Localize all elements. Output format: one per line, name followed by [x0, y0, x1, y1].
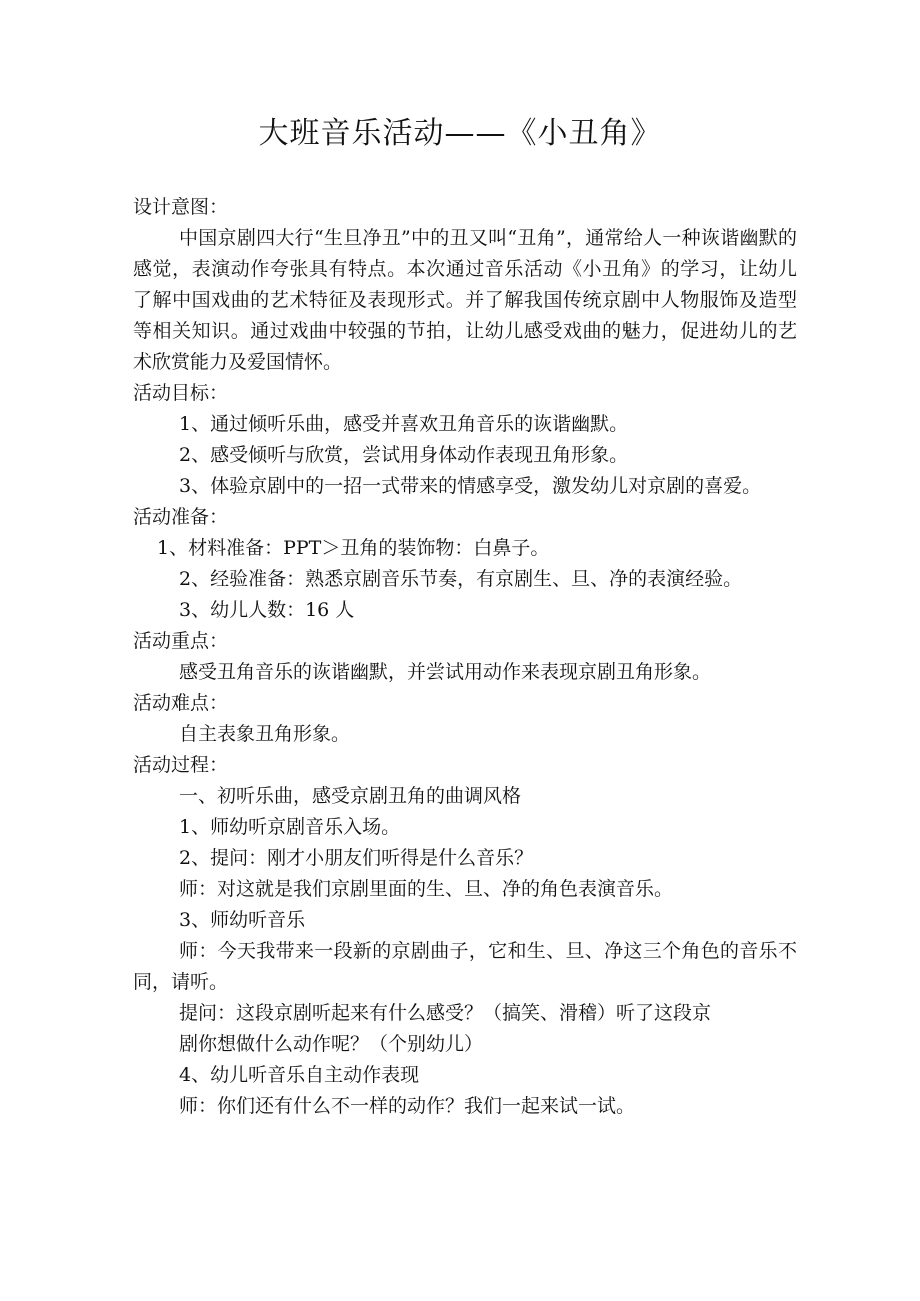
- document-body: [133, 192, 797, 1122]
- prep-item-2: 2、经验准备：熟悉京剧音乐节奏，有京剧生、旦、净的表演经验。: [179, 568, 743, 590]
- process-heading: 活动过程：: [133, 754, 229, 776]
- prep-heading: 活动准备：: [133, 506, 229, 528]
- goals-heading: 活动目标：: [133, 382, 229, 404]
- goal-item-1: 1、通过倾听乐曲，感受并喜欢丑角音乐的诙谐幽默。: [179, 413, 629, 435]
- prep-item-3: 3、幼儿人数：16 人: [179, 599, 355, 621]
- process-item-1-3-question-line-1: 提问：这段京剧听起来有什么感受？（搞笑、滑稽）听了这段京: [179, 1002, 712, 1024]
- focus-heading: 活动重点：: [133, 630, 229, 652]
- process-item-1-4-teacher: 师：你们还有什么不一样的动作？我们一起来试一试。: [179, 1095, 636, 1117]
- design-heading: 设计意图：: [133, 196, 229, 218]
- design-paragraph: 中国京剧四大行“生旦净丑”中的丑又叫“丑角”，通常给人一种诙谐幽默的感觉，表演动作夸张具有特点。本次通过音乐活动《小丑角》的学习，让幼儿了解中国戏曲的艺术特征及表现形式。并了解我国传统京剧中人物服饰及造型等相关知识。通过戏曲中较强的节拍，让幼儿感受戏曲的魅力，促进幼儿的艺术欣赏能力及爱国情怀。: [133, 227, 797, 373]
- process-item-1-2: 2、提问：刚才小朋友们听得是什么音乐？: [179, 847, 534, 869]
- process-item-1-4: 4、幼儿听音乐自主动作表现: [179, 1064, 420, 1086]
- difficulty-paragraph: 自主表象丑角形象。: [179, 723, 351, 745]
- process-item-1-1: 1、师幼听京剧音乐入场。: [179, 816, 401, 838]
- process-step-1: 一、初听乐曲，感受京剧丑角的曲调风格: [179, 785, 522, 807]
- process-item-1-3: 3、师幼听音乐: [179, 909, 306, 931]
- goal-item-2: 2、感受倾听与欣赏，尝试用身体动作表现丑角形象。: [179, 444, 629, 466]
- prep-item-1: 1、材料准备：PPT＞丑角的装饰物：白鼻子。: [157, 537, 550, 559]
- goal-item-3: 3、体验京剧中的一招一式带来的情感享受，激发幼儿对京剧的喜爱。: [179, 475, 762, 497]
- difficulty-heading: 活动难点：: [133, 692, 229, 714]
- process-item-1-3-teacher: 师：今天我带来一段新的京剧曲子，它和生、旦、净这三个角色的音乐不同，请听。: [133, 940, 797, 993]
- process-item-1-2-answer: 师：对这就是我们京剧里面的生、旦、净的角色表演音乐。: [179, 878, 674, 900]
- focus-paragraph: 感受丑角音乐的诙谐幽默，并尝试用动作来表现京剧丑角形象。: [179, 661, 712, 683]
- process-item-1-3-question-line-2: 剧你想做什么动作呢？（个别幼儿）: [179, 1033, 484, 1055]
- document-title: 大班音乐活动——《小丑角》: [258, 116, 662, 151]
